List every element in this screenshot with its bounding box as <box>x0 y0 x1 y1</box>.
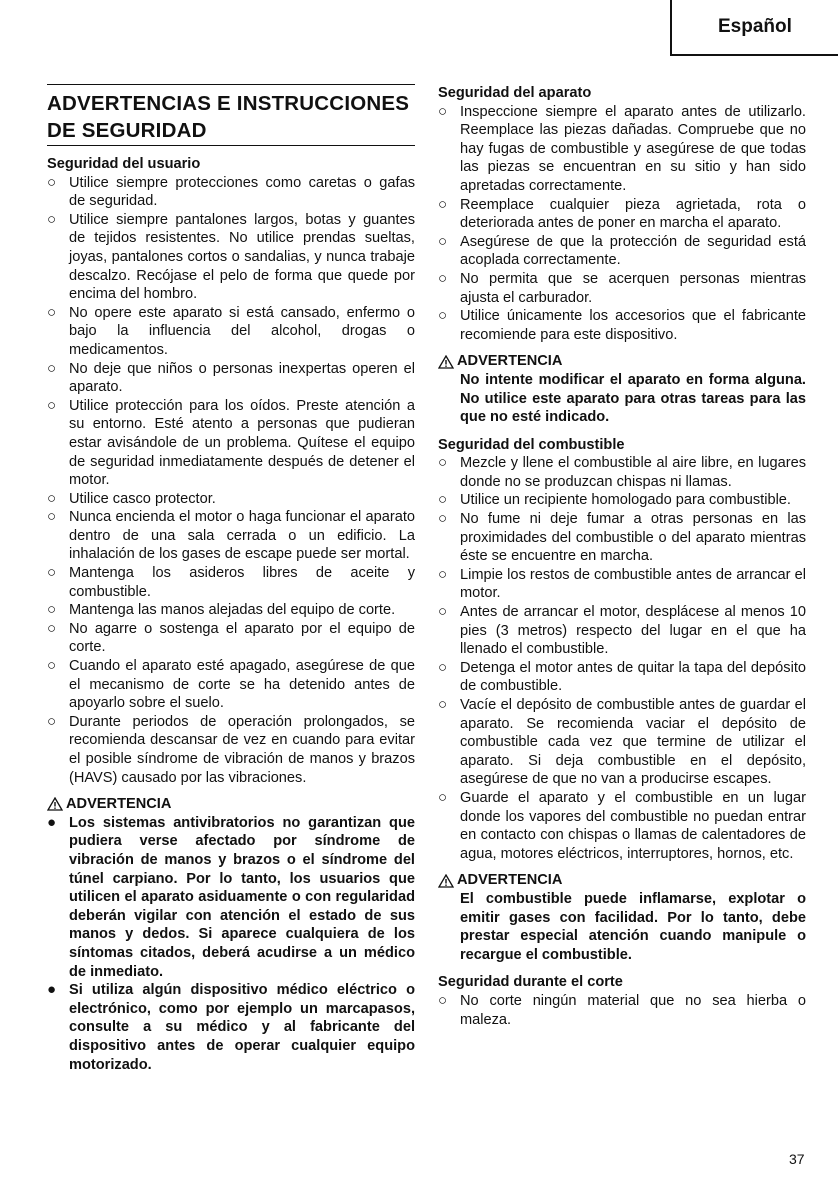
circle-bullet-icon: ○ <box>47 396 57 414</box>
list-item <box>47 174 415 211</box>
circle-bullet-icon: ○ <box>438 565 448 583</box>
list-item <box>438 454 806 491</box>
warning-heading-text: ADVERTENCIA <box>457 353 563 370</box>
list-item <box>47 360 415 397</box>
list-item-text: No opere este aparato si está cansado, enfermo o bajo la influencia del alcohol, drogas o medicamentos. <box>69 304 415 358</box>
fuel-safety-list <box>438 454 806 863</box>
warning-2-text: No intente modificar el aparato en forma alguna. No utilice este aparato para otras tareas para las que no esté indicado. <box>460 371 806 426</box>
warning-triangle-icon <box>47 797 63 811</box>
circle-bullet-icon: ○ <box>47 210 57 228</box>
list-item-text: Cuando el aparato esté apagado, asegúrese de que el mecanismo de corte se ha detenido antes de apoyarlo sobre el suelo. <box>69 658 415 712</box>
list-item <box>47 490 415 509</box>
list-item-text: Si utiliza algún dispositivo médico eléctrico o electrónico, como por ejemplo un marcapasos, consulte a su médico y al fabricante del dispositivo antes de operar cualquier equipo motorizado. <box>69 982 415 1073</box>
circle-bullet-icon: ○ <box>47 564 57 582</box>
list-item <box>47 713 415 787</box>
page-title: ADVERTENCIAS E INSTRUCCIONES DE SEGURIDAD <box>47 84 415 146</box>
left-column <box>47 84 415 1074</box>
circle-bullet-icon: ○ <box>47 489 57 507</box>
device-safety-list <box>438 103 806 345</box>
circle-bullet-icon: ○ <box>438 307 448 325</box>
circle-bullet-icon: ○ <box>438 696 448 713</box>
list-item <box>438 196 806 233</box>
device-safety-heading: Seguridad del aparato <box>438 85 592 101</box>
list-item-text: Asegúrese de que la protección de seguridad está acoplada correctamente. <box>460 233 806 269</box>
list-item <box>438 270 806 307</box>
list-item-text: No corte ningún material que no sea hierba o maleza. <box>460 992 806 1028</box>
warning-heading-text: ADVERTENCIA <box>457 872 563 889</box>
list-item-text: Mantenga los asideros libres de aceite y combustible. <box>69 565 415 600</box>
user-safety-list <box>47 174 415 788</box>
list-item-text: Utilice únicamente los accesorios que el fabricante recomiende para este dispositivo. <box>460 308 806 343</box>
circle-bullet-icon: ○ <box>438 195 448 213</box>
list-item <box>47 981 415 1074</box>
list-item <box>438 789 806 863</box>
language-label: Español <box>718 16 792 37</box>
list-item <box>47 814 415 981</box>
list-item-text: Inspeccione siempre el aparato antes de utilizarlo. Reemplace las piezas dañadas. Compruebe que no hay fugas de combustible y asegúrese de que todas las piezas se encuentran en su sitio y han sido apretadas correctamente. <box>460 103 806 194</box>
language-tab <box>670 0 838 56</box>
cutting-safety-heading: Seguridad durante el corte <box>438 974 623 991</box>
list-item-text: Utilice siempre protecciones como caretas o gafas de seguridad. <box>69 174 415 210</box>
circle-bullet-icon: ○ <box>438 232 448 250</box>
warning-3-text: El combustible puede inflamarse, explotar o emitir gases con facilidad. Por lo tanto, debe prestar especial atención cuando manipule o recargue el combustible. <box>460 890 806 963</box>
circle-bullet-icon: ○ <box>438 269 448 287</box>
right-column <box>438 84 806 1029</box>
list-item <box>438 510 806 566</box>
list-item-text: Los sistemas antivibratorios no garantizan que pudiera verse afectado por síndrome de vibración de manos y brazos o el síndrome del túnel carpiano. Por lo tanto, los usuarios que utilicen el aparato asiduamente o con regularidad deberán vigilar con atención el estado de sus manos y dedos. Si aparece cualquiera de los síntomas citados, deberá acudirse a un médico de inmediato. <box>69 814 415 980</box>
list-item <box>438 233 806 270</box>
list-item-text: Mezcle y llene el combustible al aire libre, en lugares donde no se produzcan chispas ni llamas. <box>460 455 806 490</box>
warning-heading-1 <box>47 795 415 814</box>
list-item <box>438 659 806 696</box>
circle-bullet-icon: ○ <box>47 601 57 619</box>
list-item-text: No permita que se acerquen personas mientras ajusta el carburador. <box>460 270 806 306</box>
list-item <box>438 566 806 603</box>
warning-heading-text: ADVERTENCIA <box>66 796 172 813</box>
list-item-text: Durante periodos de operación prolongados, se recomienda descansar de vez en cuando para evitar el posible síndrome de vibración de manos y brazos (HAVS) causado por las vibraciones. <box>69 713 415 786</box>
list-item <box>438 696 806 789</box>
circle-bullet-icon: ○ <box>47 508 57 526</box>
list-item <box>438 603 806 659</box>
list-item <box>47 304 415 360</box>
list-item <box>438 307 806 344</box>
circle-bullet-icon: ○ <box>438 603 448 621</box>
filled-bullet-icon: ● <box>47 981 57 999</box>
list-item-text: Guarde el aparato y el combustible en un lugar donde los vapores del combustible no puedan entrar en contacto con chispas o llamas de calentadores de agua, motores eléctricos, interruptores, hornos, etc. <box>460 789 806 862</box>
list-item <box>47 211 415 304</box>
circle-bullet-icon: ○ <box>47 303 57 321</box>
list-item <box>47 397 415 490</box>
list-item-text: No deje que niños o personas inexpertas operen el aparato. <box>69 360 415 396</box>
list-item-text: Mantenga las manos alejadas del equipo de corte. <box>69 602 396 619</box>
list-item <box>438 491 806 510</box>
circle-bullet-icon: ○ <box>47 173 57 191</box>
circle-bullet-icon: ○ <box>438 454 448 472</box>
list-item <box>47 508 415 564</box>
circle-bullet-icon: ○ <box>47 619 57 637</box>
list-item-text: Utilice un recipiente homologado para combustible. <box>460 492 791 509</box>
list-item-text: Nunca encienda el motor o haga funcionar el aparato dentro de una sala cerrada o un edificio. La inhalación de los gases de escape puede ser mortal. <box>69 509 415 563</box>
warning-heading-3 <box>438 871 806 890</box>
circle-bullet-icon: ○ <box>47 712 57 730</box>
circle-bullet-icon: ○ <box>438 102 448 120</box>
list-item-text: No fume ni deje fumar a otras personas en las proximidades del combustible o del aparato mientras éste se encuentre en marcha. <box>460 511 806 565</box>
circle-bullet-icon: ○ <box>438 991 448 1009</box>
user-safety-heading: Seguridad del usuario <box>47 156 201 172</box>
fuel-safety-heading: Seguridad del combustible <box>438 436 625 453</box>
list-item <box>438 992 806 1029</box>
list-item-text: Utilice protección para los oídos. Preste atención a su entorno. Esté atento a personas que pudieran estar avisándole de un problema. Quítese el equipo de seguridad inmediatamente después de detener el motor. <box>69 397 415 489</box>
warning-triangle-icon <box>438 355 454 369</box>
list-item <box>47 620 415 657</box>
circle-bullet-icon: ○ <box>438 491 448 509</box>
cutting-safety-list <box>438 992 806 1029</box>
filled-bullet-icon: ● <box>47 813 57 831</box>
circle-bullet-icon: ○ <box>47 359 57 377</box>
warning-triangle-icon <box>438 874 454 888</box>
warning-1-list <box>47 814 415 1074</box>
list-item-text: Detenga el motor antes de quitar la tapa del depósito de combustible. <box>460 659 806 695</box>
circle-bullet-icon: ○ <box>438 510 448 528</box>
list-item-text: No agarre o sostenga el aparato por el equipo de corte. <box>69 620 415 656</box>
list-item-text: Utilice casco protector. <box>69 490 216 507</box>
list-item <box>47 657 415 713</box>
circle-bullet-icon: ○ <box>438 658 448 676</box>
page-number: 37 <box>789 1151 805 1167</box>
list-item-text: Utilice siempre pantalones largos, botas y guantes de tejidos resistentes. No utilice prendas sueltas, joyas, pantalones cortos o sandalias, y nunca trabaje descalzo. Recójase el pelo de forma que quede por encima del hombro. <box>69 211 415 303</box>
list-item-text: Vacíe el depósito de combustible antes de guardar el aparato. Se recomienda vaciar el depósito de combustible cada vez que termine de utilizar el aparato. Si deja combustible en el depósito, asegúrese de que no van a producirse escapes. <box>460 697 806 788</box>
list-item-text: Limpie los restos de combustible antes de arrancar el motor. <box>460 566 806 602</box>
list-item <box>438 103 806 196</box>
list-item-text: Antes de arrancar el motor, desplácese al menos 10 pies (3 metros) respecto del lugar en el que ha llenado el combustible. <box>460 604 806 658</box>
list-item <box>47 564 415 601</box>
list-item <box>47 601 415 620</box>
circle-bullet-icon: ○ <box>47 657 57 675</box>
warning-heading-2 <box>438 352 806 371</box>
circle-bullet-icon: ○ <box>438 788 448 806</box>
list-item-text: Reemplace cualquier pieza agrietada, rota o deteriorada antes de poner en marcha el aparato. <box>460 196 806 232</box>
